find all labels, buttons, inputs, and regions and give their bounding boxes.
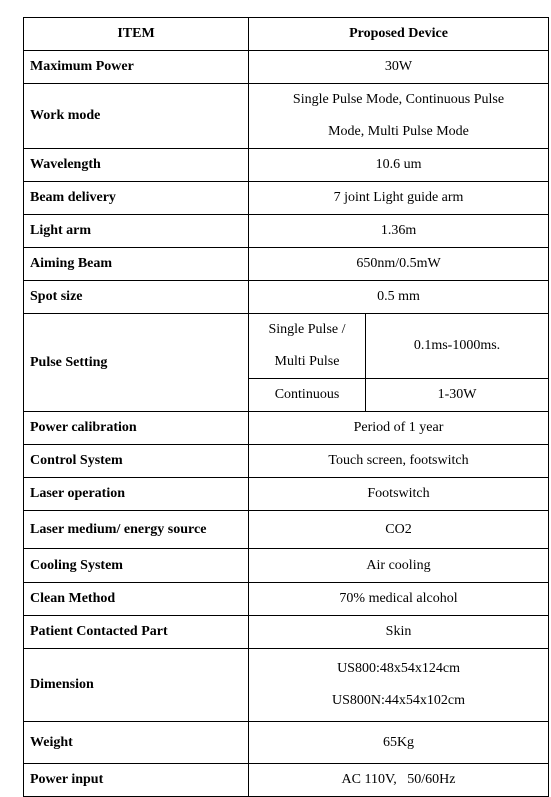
row-patient-contacted-part	[24, 616, 549, 649]
value-maximum-power: 30W	[249, 51, 549, 84]
value-power-calibration: Period of 1 year	[249, 412, 549, 445]
label-light-arm: Light arm	[24, 215, 249, 248]
label-pulse-setting: Pulse Setting	[24, 314, 249, 412]
label-clean-method: Clean Method	[24, 583, 249, 616]
value-wavelength: 10.6 um	[249, 149, 549, 182]
value-dimension	[249, 649, 549, 722]
label-spot-size: Spot size	[24, 281, 249, 314]
label-work-mode: Work mode	[24, 84, 249, 149]
row-control-system	[24, 445, 549, 478]
pulse-sub-label-line-2: Multi Pulse	[274, 354, 340, 369]
row-light-arm	[24, 215, 549, 248]
label-cooling-system: Cooling System	[24, 549, 249, 583]
row-beam-delivery	[24, 182, 549, 215]
value-work-mode	[249, 84, 549, 149]
row-pulse-setting-single	[24, 314, 549, 379]
label-patient-contacted-part: Patient Contacted Part	[24, 616, 249, 649]
value-clean-method: 70% medical alcohol	[249, 583, 549, 616]
header-item: ITEM	[24, 18, 249, 51]
row-laser-medium	[24, 511, 549, 549]
value-weight: 65Kg	[249, 722, 549, 764]
row-power-input	[24, 764, 549, 797]
value-power-input: AC 110V, 50/60Hz	[249, 764, 549, 797]
row-laser-operation	[24, 478, 549, 511]
value-laser-operation: Footswitch	[249, 478, 549, 511]
label-beam-delivery: Beam delivery	[24, 182, 249, 215]
row-maximum-power	[24, 51, 549, 84]
specification-table	[23, 17, 549, 797]
pulse-sub-label-single-multi	[249, 314, 366, 379]
label-laser-medium: Laser medium/ energy source	[24, 511, 249, 549]
value-spot-size: 0.5 mm	[249, 281, 549, 314]
label-wavelength: Wavelength	[24, 149, 249, 182]
work-mode-line-2: Mode, Multi Pulse Mode	[328, 124, 469, 139]
pulse-sub-label-continuous: Continuous	[249, 379, 366, 412]
value-beam-delivery: 7 joint Light guide arm	[249, 182, 549, 215]
label-control-system: Control System	[24, 445, 249, 478]
value-patient-contacted-part: Skin	[249, 616, 549, 649]
row-weight	[24, 722, 549, 764]
pulse-sub-value-single-multi: 0.1ms-1000ms.	[366, 314, 549, 379]
row-cooling-system	[24, 549, 549, 583]
row-work-mode	[24, 84, 549, 149]
label-laser-operation: Laser operation	[24, 478, 249, 511]
value-laser-medium: CO2	[249, 511, 549, 549]
label-maximum-power: Maximum Power	[24, 51, 249, 84]
pulse-sub-value-continuous: 1-30W	[366, 379, 549, 412]
dimension-line-1: US800:48x54x124cm	[337, 661, 460, 676]
value-control-system: Touch screen, footswitch	[249, 445, 549, 478]
work-mode-line-1: Single Pulse Mode, Continuous Pulse	[292, 92, 505, 107]
label-dimension: Dimension	[24, 649, 249, 722]
value-light-arm: 1.36m	[249, 215, 549, 248]
header-row	[24, 18, 549, 51]
label-power-input: Power input	[24, 764, 249, 797]
row-spot-size	[24, 281, 549, 314]
header-proposed-device: Proposed Device	[249, 18, 549, 51]
label-aiming-beam: Aiming Beam	[24, 248, 249, 281]
label-power-calibration: Power calibration	[24, 412, 249, 445]
label-weight: Weight	[24, 722, 249, 764]
row-clean-method	[24, 583, 549, 616]
row-aiming-beam	[24, 248, 549, 281]
row-wavelength	[24, 149, 549, 182]
row-dimension	[24, 649, 549, 722]
dimension-line-2: US800N:44x54x102cm	[332, 693, 465, 708]
value-aiming-beam: 650nm/0.5mW	[249, 248, 549, 281]
row-power-calibration	[24, 412, 549, 445]
pulse-sub-label-line-1: Single Pulse /	[268, 322, 346, 337]
value-cooling-system: Air cooling	[249, 549, 549, 583]
